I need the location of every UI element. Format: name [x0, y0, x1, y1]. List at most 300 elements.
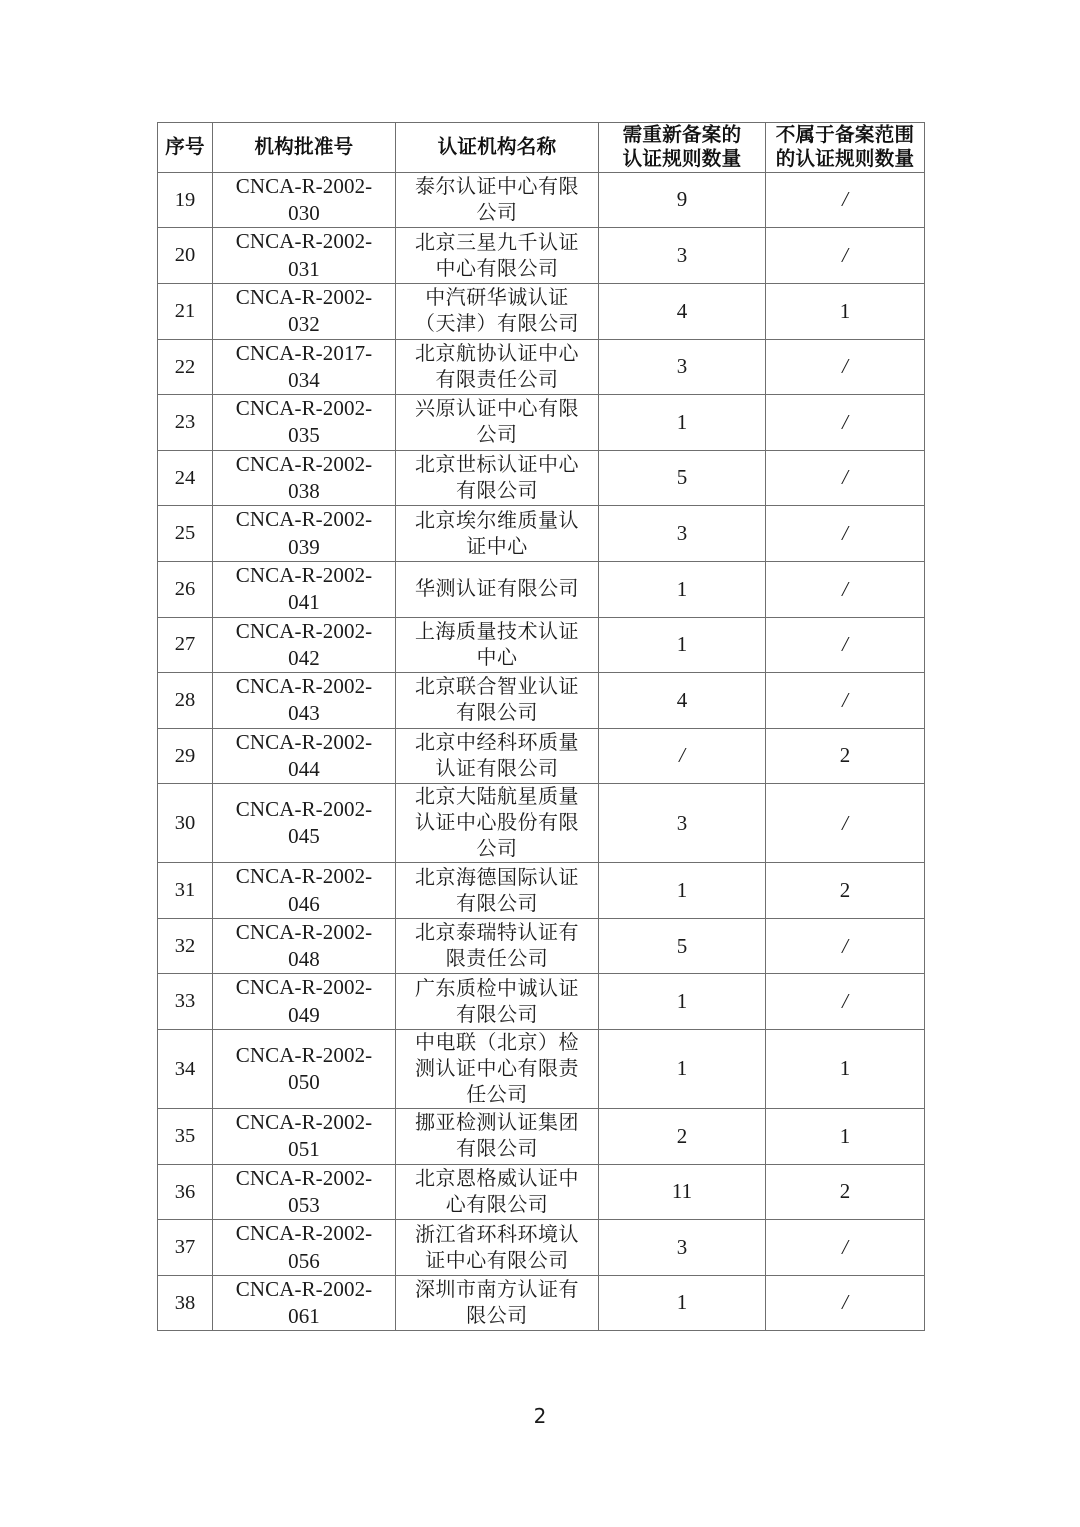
value-text: / — [842, 354, 848, 379]
cell-rules-requiring-refiling-count — [599, 395, 766, 451]
text-line: 044 — [288, 756, 320, 781]
text-line: 有限公司 — [456, 892, 538, 915]
header-line: 序号 — [165, 135, 205, 159]
text-line: 泰尔认证中心有限 — [415, 176, 579, 199]
value-text: / — [842, 632, 848, 657]
cell-organization-name — [396, 1030, 599, 1109]
cell-rules-outside-filing-scope-count — [766, 228, 925, 284]
cell-rules-requiring-refiling-count — [599, 172, 766, 228]
cell-sequence-number: 34 — [158, 1030, 213, 1109]
text-line: 有限公司 — [456, 1003, 538, 1026]
table-row — [158, 673, 925, 729]
table-row — [158, 974, 925, 1030]
cell-approval-number — [213, 1164, 396, 1220]
value-text: 4 — [676, 298, 688, 323]
cell-approval-number — [213, 228, 396, 284]
cell-sequence-number: 29 — [158, 728, 213, 784]
cell-rules-outside-filing-scope-count — [766, 172, 925, 228]
cell-rules-outside-filing-scope-count — [766, 450, 925, 506]
text-line: CNCA-R-2002- — [235, 396, 373, 421]
organization-name-text — [396, 576, 598, 602]
text-line: CNCA-R-2002- — [235, 1165, 373, 1190]
text-line: 有限责任公司 — [435, 368, 559, 391]
text-line: 公司 — [476, 424, 518, 447]
text-line: 041 — [288, 590, 320, 615]
text-line: CNCA-R-2002- — [235, 864, 373, 889]
cell-rules-requiring-refiling-count — [599, 228, 766, 284]
cell-approval-number — [213, 1275, 396, 1331]
value-text: 4 — [676, 687, 688, 712]
text-line: 认证中心股份有限 — [415, 812, 579, 835]
text-line: （天津）有限公司 — [415, 313, 579, 336]
cell-rules-requiring-refiling-count — [599, 450, 766, 506]
column-header-text — [396, 135, 598, 159]
approval-number-text — [213, 1220, 395, 1275]
table-row — [158, 617, 925, 673]
cell-approval-number — [213, 617, 396, 673]
value-text: 2 — [839, 743, 851, 768]
text-line: CNCA-R-2002- — [235, 1276, 373, 1301]
cell-rules-outside-filing-scope-count — [766, 863, 925, 919]
organization-name-text — [396, 865, 598, 917]
cell-organization-name — [396, 784, 599, 863]
cell-organization-name — [396, 1109, 599, 1165]
cell-approval-number — [213, 784, 396, 863]
text-line: 045 — [288, 824, 320, 849]
table-row — [158, 395, 925, 451]
value-text: 1 — [839, 1056, 851, 1081]
table-row — [158, 339, 925, 395]
value-text: / — [842, 465, 848, 490]
value-text: / — [842, 187, 848, 212]
value-text: 2 — [839, 1179, 851, 1204]
table-row — [158, 228, 925, 284]
cell-organization-name — [396, 228, 599, 284]
cell-sequence-number: 30 — [158, 784, 213, 863]
organization-name-text — [396, 396, 598, 448]
text-line: 公司 — [476, 838, 518, 861]
table-row — [158, 172, 925, 228]
cell-sequence-number: 35 — [158, 1109, 213, 1165]
text-line: 有限公司 — [456, 1138, 538, 1161]
table-row — [158, 450, 925, 506]
cell-approval-number — [213, 673, 396, 729]
organization-name-text — [396, 230, 598, 282]
organization-name-text — [396, 174, 598, 226]
text-line: 034 — [288, 367, 320, 392]
cell-rules-outside-filing-scope-count — [766, 974, 925, 1030]
text-line: 048 — [288, 947, 320, 972]
cell-organization-name — [396, 1220, 599, 1276]
cell-approval-number — [213, 450, 396, 506]
header-line: 机构批准号 — [254, 135, 354, 159]
organization-name-text — [396, 508, 598, 560]
text-line: 053 — [288, 1192, 320, 1217]
approval-number-text — [213, 673, 395, 728]
text-line: 心有限公司 — [445, 1193, 549, 1216]
text-line: 浙江省环科环境认 — [415, 1223, 579, 1246]
text-line: 北京恩格威认证中 — [415, 1167, 579, 1190]
text-line: CNCA-R-2002- — [235, 284, 373, 309]
cell-sequence-number: 37 — [158, 1220, 213, 1276]
value-text: 2 — [839, 877, 851, 902]
text-line: CNCA-R-2002- — [235, 173, 373, 198]
text-line: CNCA-R-2002- — [235, 562, 373, 587]
table-row — [158, 1030, 925, 1109]
header-line: 需重新备案的 — [622, 123, 742, 146]
cell-sequence-number: 26 — [158, 561, 213, 617]
text-line: 中心有限公司 — [435, 257, 559, 280]
cell-rules-requiring-refiling-count — [599, 283, 766, 339]
approval-number-text — [213, 451, 395, 506]
text-line: 046 — [288, 891, 320, 916]
table-row — [158, 728, 925, 784]
cell-approval-number — [213, 506, 396, 562]
text-line: 认证有限公司 — [435, 757, 559, 780]
value-text: 3 — [676, 520, 688, 545]
text-line: 北京中经科环质量 — [415, 731, 579, 754]
value-text: 1 — [676, 1290, 688, 1315]
value-text: / — [842, 1234, 848, 1259]
table-row — [158, 1220, 925, 1276]
organization-name-text — [396, 976, 598, 1028]
approval-number-text — [213, 395, 395, 450]
text-line: 有限公司 — [456, 480, 538, 503]
cell-rules-outside-filing-scope-count — [766, 1164, 925, 1220]
value-text: / — [842, 989, 848, 1014]
text-line: CNCA-R-2017- — [235, 340, 373, 365]
text-line: 兴原认证中心有限 — [415, 398, 579, 421]
text-line: 中汽研华诚认证 — [425, 287, 569, 310]
cell-sequence-number: 21 — [158, 283, 213, 339]
header-line: 认证机构名称 — [437, 135, 557, 159]
cell-rules-outside-filing-scope-count — [766, 673, 925, 729]
value-text: / — [842, 409, 848, 434]
cell-organization-name — [396, 506, 599, 562]
text-line: 华测认证有限公司 — [415, 578, 579, 601]
approval-number-text — [213, 228, 395, 283]
text-line: CNCA-R-2002- — [235, 507, 373, 532]
cell-sequence-number: 31 — [158, 863, 213, 919]
approval-number-text — [213, 562, 395, 617]
value-text: 11 — [671, 1179, 693, 1204]
cell-rules-requiring-refiling-count — [599, 673, 766, 729]
value-text: 5 — [676, 933, 688, 958]
organization-name-text — [396, 285, 598, 337]
cell-organization-name — [396, 1164, 599, 1220]
cell-rules-requiring-refiling-count — [599, 1220, 766, 1276]
text-line: 中心 — [476, 646, 518, 669]
cell-rules-outside-filing-scope-count — [766, 617, 925, 673]
text-line: 北京联合智业认证 — [415, 676, 579, 699]
cell-approval-number — [213, 172, 396, 228]
cell-approval-number — [213, 395, 396, 451]
organization-name-text — [396, 1222, 598, 1274]
approval-number-text — [213, 340, 395, 395]
text-line: 042 — [288, 645, 320, 670]
organization-name-text — [396, 452, 598, 504]
text-line: 039 — [288, 534, 320, 559]
organization-name-text — [396, 920, 598, 972]
cell-organization-name — [396, 974, 599, 1030]
cell-organization-name — [396, 172, 599, 228]
cell-rules-requiring-refiling-count — [599, 617, 766, 673]
cell-sequence-number: 27 — [158, 617, 213, 673]
cell-organization-name — [396, 339, 599, 395]
text-line: 证中心有限公司 — [425, 1249, 569, 1272]
page-number: 2 — [533, 1404, 547, 1428]
value-text: / — [842, 810, 848, 835]
cell-sequence-number: 24 — [158, 450, 213, 506]
organization-name-text — [396, 341, 598, 393]
cell-rules-outside-filing-scope-count — [766, 1220, 925, 1276]
table-row — [158, 784, 925, 863]
value-text: 1 — [839, 1123, 851, 1148]
value-text: 1 — [839, 298, 851, 323]
cell-sequence-number: 36 — [158, 1164, 213, 1220]
cell-rules-outside-filing-scope-count — [766, 395, 925, 451]
approval-number-text — [213, 1276, 395, 1331]
cell-sequence-number: 23 — [158, 395, 213, 451]
text-line: 任公司 — [466, 1084, 528, 1107]
cell-approval-number — [213, 283, 396, 339]
column-header-text — [213, 135, 395, 159]
cell-approval-number — [213, 974, 396, 1030]
text-line: 北京航协认证中心 — [415, 342, 579, 365]
value-text: 5 — [676, 465, 688, 490]
column-header-qty2 — [766, 123, 925, 173]
text-line: 挪亚检测认证集团 — [415, 1112, 579, 1135]
cell-organization-name — [396, 1275, 599, 1331]
value-text: / — [842, 687, 848, 712]
value-text: 1 — [676, 1056, 688, 1081]
cell-rules-outside-filing-scope-count — [766, 1275, 925, 1331]
text-line: 中电联（北京）检 — [415, 1032, 579, 1055]
value-text: 1 — [676, 877, 688, 902]
text-line: 北京大陆航星质量 — [415, 786, 579, 809]
text-line: 北京埃尔维质量认 — [415, 509, 579, 532]
cell-rules-requiring-refiling-count — [599, 974, 766, 1030]
cell-rules-requiring-refiling-count — [599, 784, 766, 863]
table-row — [158, 918, 925, 974]
cell-approval-number — [213, 863, 396, 919]
table-row — [158, 1164, 925, 1220]
organization-name-text — [396, 674, 598, 726]
text-line: 测认证中心有限责 — [415, 1058, 579, 1081]
table-row — [158, 506, 925, 562]
column-header-text — [158, 135, 212, 159]
value-text: / — [842, 576, 848, 601]
cell-rules-requiring-refiling-count — [599, 863, 766, 919]
column-header-text — [599, 123, 765, 172]
text-line: CNCA-R-2002- — [235, 1042, 373, 1067]
approval-number-text — [213, 796, 395, 851]
text-line: 北京三星九千认证 — [415, 231, 579, 254]
value-text: 1 — [676, 409, 688, 434]
text-line: 038 — [288, 479, 320, 504]
cell-approval-number — [213, 1109, 396, 1165]
value-text: / — [842, 242, 848, 267]
header-line: 的认证规则数量 — [775, 147, 915, 171]
text-line: 061 — [288, 1304, 320, 1329]
value-text: / — [842, 520, 848, 545]
text-line: 上海质量技术认证 — [415, 620, 579, 643]
cell-sequence-number: 20 — [158, 228, 213, 284]
approval-number-text — [213, 729, 395, 784]
organization-name-text — [396, 619, 598, 671]
cell-sequence-number: 28 — [158, 673, 213, 729]
value-text: / — [842, 1290, 848, 1315]
text-line: CNCA-R-2002- — [235, 919, 373, 944]
text-line: 051 — [288, 1137, 320, 1162]
table-row — [158, 863, 925, 919]
text-line: 031 — [288, 256, 320, 281]
cell-sequence-number: 33 — [158, 974, 213, 1030]
approval-number-text — [213, 506, 395, 561]
column-header-qty1 — [599, 123, 766, 173]
organization-name-text — [396, 1277, 598, 1329]
certification-bodies-table-container — [157, 122, 924, 1331]
organization-name-text — [396, 730, 598, 782]
cell-rules-outside-filing-scope-count — [766, 918, 925, 974]
cell-rules-requiring-refiling-count — [599, 728, 766, 784]
cell-organization-name — [396, 617, 599, 673]
cell-rules-outside-filing-scope-count — [766, 1030, 925, 1109]
text-line: 公司 — [476, 202, 518, 225]
value-text: 1 — [676, 576, 688, 601]
cell-organization-name — [396, 728, 599, 784]
cell-approval-number — [213, 561, 396, 617]
cell-approval-number — [213, 339, 396, 395]
text-line: CNCA-R-2002- — [235, 1221, 373, 1246]
approval-number-text — [213, 974, 395, 1029]
cell-sequence-number: 32 — [158, 918, 213, 974]
column-header-code — [213, 123, 396, 173]
organization-name-text — [396, 1110, 598, 1162]
value-text: 3 — [676, 810, 688, 835]
header-line: 不属于备案范围 — [775, 123, 915, 146]
value-text: 2 — [676, 1123, 688, 1148]
cell-organization-name — [396, 918, 599, 974]
text-line: 030 — [288, 201, 320, 226]
value-text: / — [842, 933, 848, 958]
cell-organization-name — [396, 673, 599, 729]
cell-organization-name — [396, 450, 599, 506]
cell-sequence-number: 22 — [158, 339, 213, 395]
table-header-row — [158, 123, 925, 173]
approval-number-text — [213, 1042, 395, 1097]
table-body — [158, 172, 925, 1331]
table-row — [158, 1109, 925, 1165]
cell-rules-outside-filing-scope-count — [766, 283, 925, 339]
cell-organization-name — [396, 283, 599, 339]
text-line: 056 — [288, 1248, 320, 1273]
certification-bodies-table — [157, 122, 925, 1331]
approval-number-text — [213, 618, 395, 673]
cell-organization-name — [396, 395, 599, 451]
cell-organization-name — [396, 863, 599, 919]
text-line: CNCA-R-2002- — [235, 451, 373, 476]
text-line: 北京海德国际认证 — [415, 866, 579, 889]
column-header-name — [396, 123, 599, 173]
cell-rules-requiring-refiling-count — [599, 918, 766, 974]
text-line: 限责任公司 — [445, 948, 549, 971]
cell-rules-outside-filing-scope-count — [766, 728, 925, 784]
organization-name-text — [396, 784, 598, 862]
cell-sequence-number: 25 — [158, 506, 213, 562]
text-line: 032 — [288, 312, 320, 337]
cell-approval-number — [213, 1220, 396, 1276]
cell-rules-requiring-refiling-count — [599, 1030, 766, 1109]
cell-rules-requiring-refiling-count — [599, 1109, 766, 1165]
table-row — [158, 1275, 925, 1331]
cell-rules-outside-filing-scope-count — [766, 561, 925, 617]
text-line: 050 — [288, 1070, 320, 1095]
cell-organization-name — [396, 561, 599, 617]
text-line: 043 — [288, 701, 320, 726]
cell-rules-requiring-refiling-count — [599, 506, 766, 562]
column-header-text — [766, 123, 924, 172]
text-line: CNCA-R-2002- — [235, 229, 373, 254]
cell-sequence-number: 38 — [158, 1275, 213, 1331]
cell-rules-outside-filing-scope-count — [766, 1109, 925, 1165]
approval-number-text — [213, 1165, 395, 1220]
text-line: 北京世标认证中心 — [415, 454, 579, 477]
column-header-seq — [158, 123, 213, 173]
text-line: 北京泰瑞特认证有 — [415, 922, 579, 945]
cell-rules-outside-filing-scope-count — [766, 506, 925, 562]
text-line: 有限公司 — [456, 702, 538, 725]
text-line: 限公司 — [466, 1305, 528, 1328]
approval-number-text — [213, 284, 395, 339]
table-row — [158, 283, 925, 339]
approval-number-text — [213, 173, 395, 228]
value-text: 9 — [676, 187, 688, 212]
approval-number-text — [213, 919, 395, 974]
table-row — [158, 561, 925, 617]
cell-rules-outside-filing-scope-count — [766, 339, 925, 395]
text-line: 049 — [288, 1002, 320, 1027]
text-line: CNCA-R-2002- — [235, 674, 373, 699]
text-line: 深圳市南方认证有 — [415, 1279, 579, 1302]
text-line: 广东质检中诚认证 — [415, 977, 579, 1000]
organization-name-text — [396, 1030, 598, 1108]
value-text: / — [679, 743, 685, 768]
value-text: 1 — [676, 632, 688, 657]
cell-sequence-number: 19 — [158, 172, 213, 228]
text-line: CNCA-R-2002- — [235, 1110, 373, 1135]
cell-rules-requiring-refiling-count — [599, 1275, 766, 1331]
value-text: 1 — [676, 989, 688, 1014]
approval-number-text — [213, 1109, 395, 1164]
text-line: 证中心 — [466, 535, 528, 558]
cell-rules-requiring-refiling-count — [599, 1164, 766, 1220]
table-header — [158, 123, 925, 173]
cell-rules-outside-filing-scope-count — [766, 784, 925, 863]
header-line: 认证规则数量 — [622, 147, 742, 171]
cell-rules-requiring-refiling-count — [599, 561, 766, 617]
text-line: 035 — [288, 423, 320, 448]
value-text: 3 — [676, 1234, 688, 1259]
cell-approval-number — [213, 728, 396, 784]
text-line: CNCA-R-2002- — [235, 796, 373, 821]
text-line: CNCA-R-2002- — [235, 618, 373, 643]
cell-rules-requiring-refiling-count — [599, 339, 766, 395]
cell-approval-number — [213, 1030, 396, 1109]
text-line: CNCA-R-2002- — [235, 975, 373, 1000]
text-line: CNCA-R-2002- — [235, 729, 373, 754]
value-text: 3 — [676, 354, 688, 379]
